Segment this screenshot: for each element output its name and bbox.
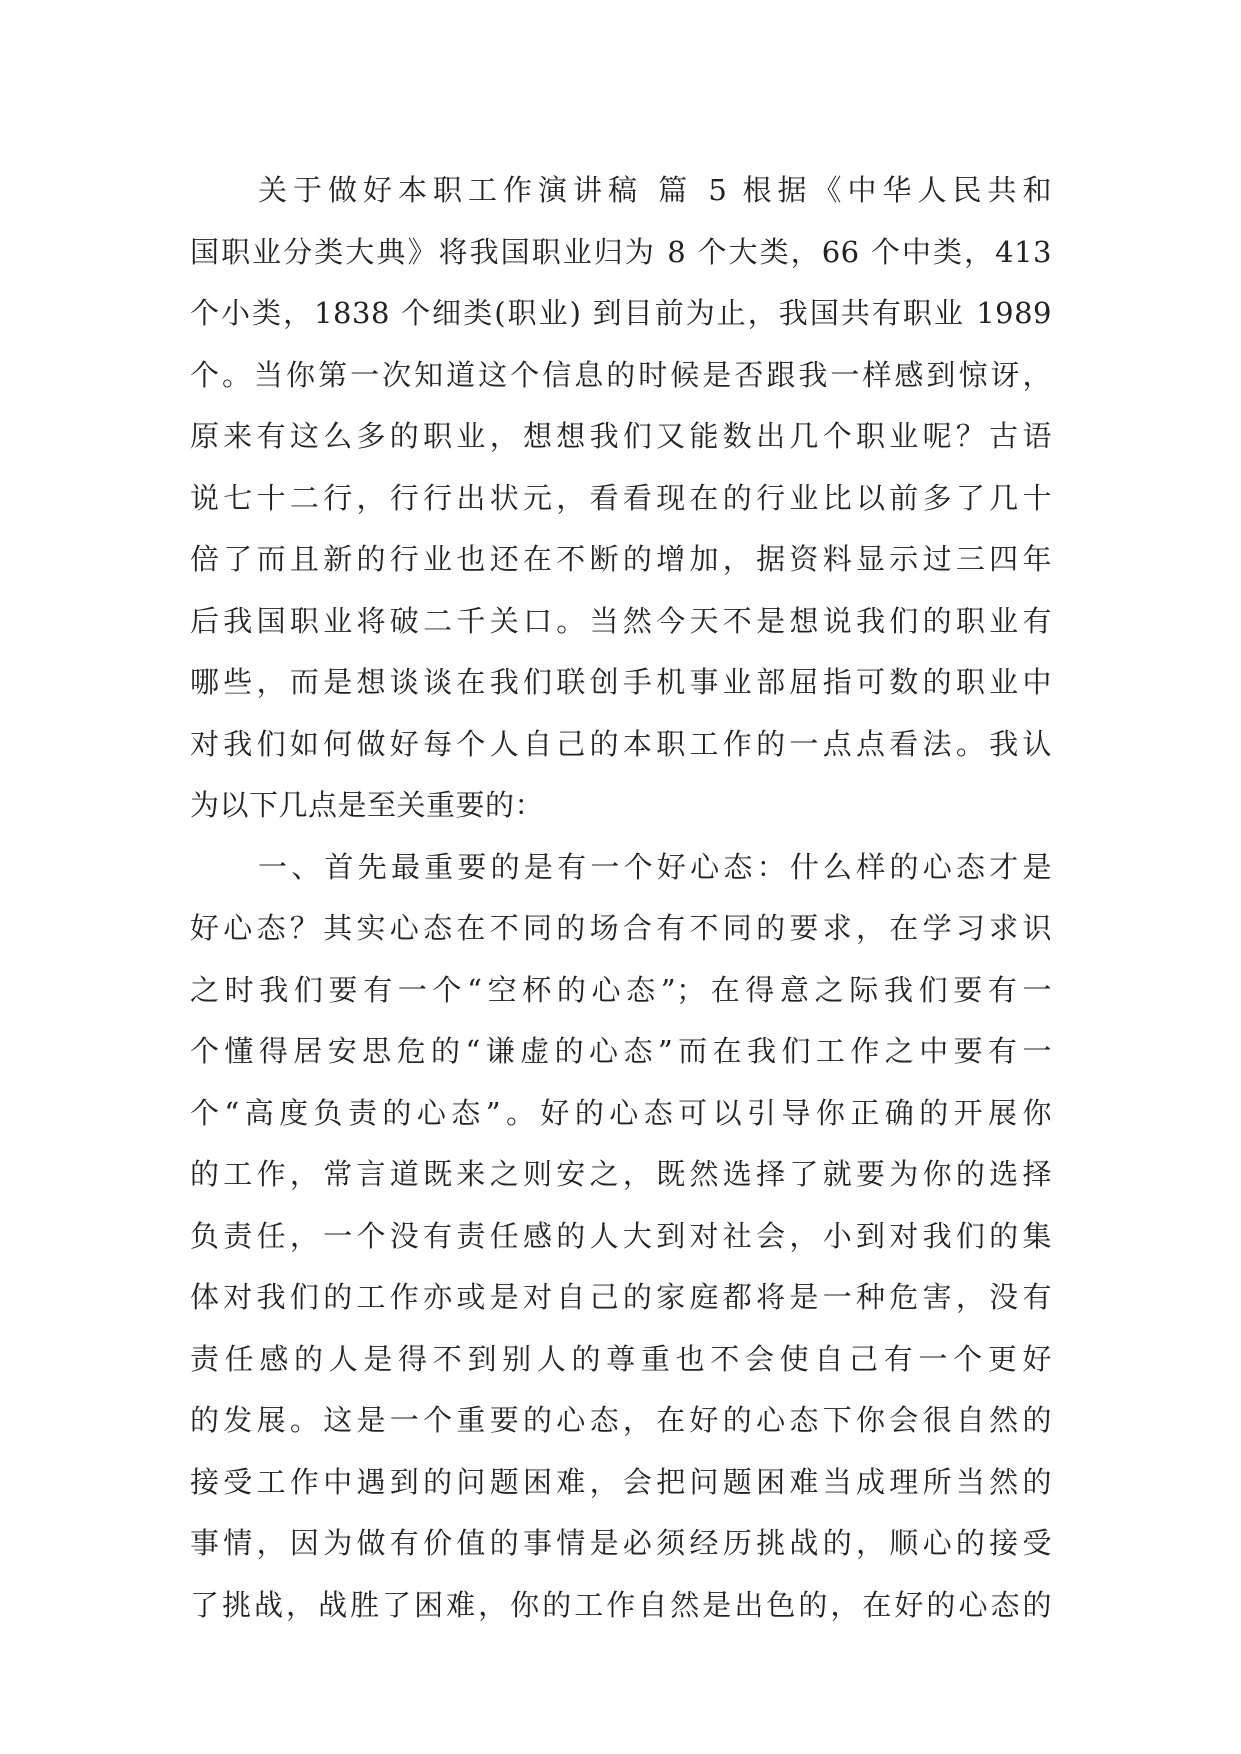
text-line: 事情，因为做有价值的事情是必须经历挑战的，顺心的接受 xyxy=(190,1526,1052,1560)
text-line: 对我们如何做好每个人自己的本职工作的一点点看法。我认 xyxy=(190,726,1052,761)
text-line: 个“高度负责的心态”。好的心态可以引导你正确的开展你 xyxy=(190,1095,1052,1130)
text-line: 的工作，常言道既来之则安之，既然选择了就要为你的选择 xyxy=(190,1157,1052,1191)
text-line: 好心态？其实心态在不同的场合有不同的要求，在学习求识 xyxy=(190,911,1052,945)
text-line: 之时我们要有一个“空杯的心态”；在得意之际我们要有一 xyxy=(190,972,1052,1007)
text-line: 一、首先最重要的是有一个好心态：什么样的心态才是 xyxy=(258,849,1052,884)
text-line: 的发展。这是一个重要的心态，在好的心态下你会很自然的 xyxy=(190,1403,1052,1437)
text-line: 了挑战，战胜了困难，你的工作自然是出色的，在好的心态的 xyxy=(190,1587,1052,1622)
text-line: 个懂得居安思危的“谦虚的心态”而在我们工作之中要有一 xyxy=(190,1034,1052,1068)
text-line: 原来有这么多的职业，想想我们又能数出几个职业呢？古语 xyxy=(190,419,1052,453)
text-line: 国职业分类大典》将我国职业归为 8 个大类，66 个中类，413 xyxy=(190,234,1052,269)
text-line: 接受工作中遇到的问题困难，会把问题困难当成理所当然的 xyxy=(190,1464,1052,1499)
text-line: 倍了而且新的行业也还在不断的增加，据资料显示过三四年 xyxy=(190,542,1052,576)
text-line: 责任感的人是得不到别人的尊重也不会使自己有一个更好 xyxy=(190,1341,1052,1376)
text-line: 哪些，而是想谈谈在我们联创手机事业部屈指可数的职业中 xyxy=(190,665,1052,699)
text-line: 负责任，一个没有责任感的人大到对社会，小到对我们的集 xyxy=(190,1218,1052,1253)
text-line: 个。当你第一次知道这个信息的时候是否跟我一样感到惊讶， xyxy=(190,357,1052,392)
text-line: 后我国职业将破二千关口。当然今天不是想说我们的职业有 xyxy=(190,603,1052,638)
text-line: 为以下几点是至关重要的： xyxy=(190,788,545,822)
text-line: 个小类，1838 个细类(职业) 到目前为止，我国共有职业 1989 xyxy=(190,296,1052,330)
text-line: 说七十二行，行行出状元，看看现在的行业比以前多了几十 xyxy=(190,480,1052,515)
text-line: 关于做好本职工作演讲稿 篇 5 根据《中华人民共和 xyxy=(258,173,1052,207)
text-line: 体对我们的工作亦或是对自己的家庭都将是一种危害，没有 xyxy=(190,1280,1052,1314)
document-body xyxy=(190,160,1052,1636)
